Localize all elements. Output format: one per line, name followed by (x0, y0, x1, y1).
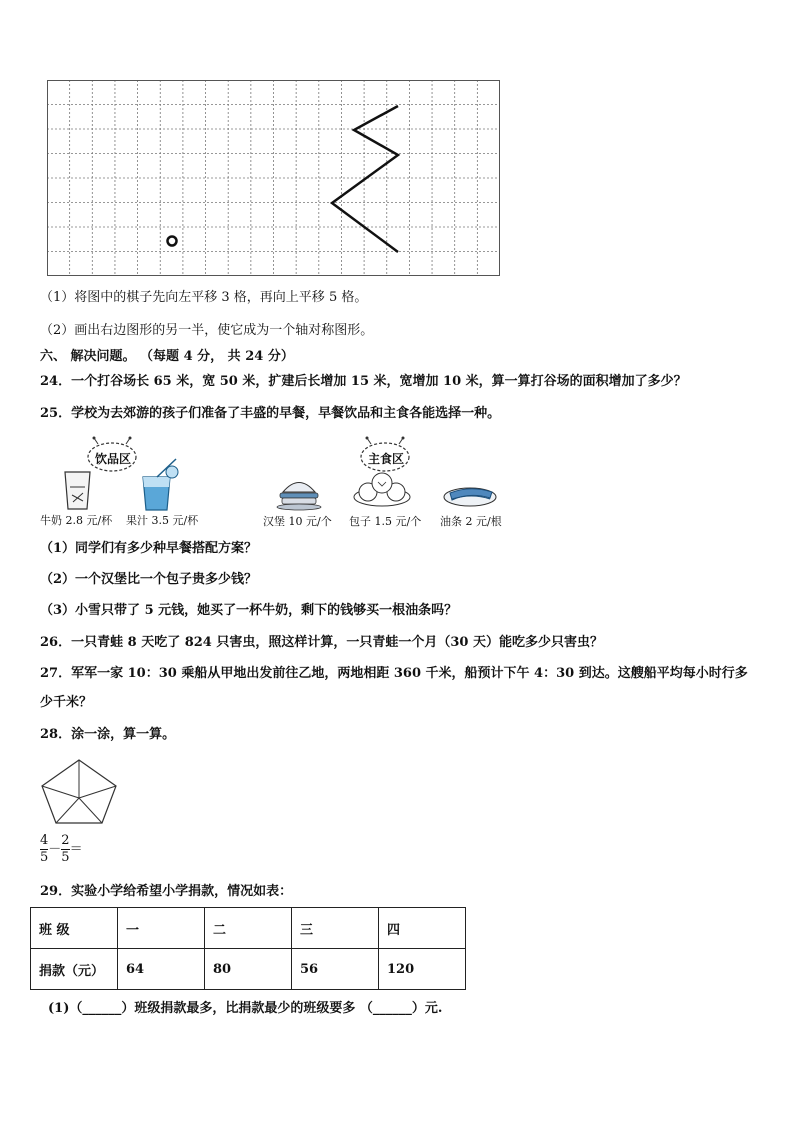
table-header-cell: 班 级 (31, 908, 118, 949)
steamed-bun-icon (354, 473, 410, 506)
zigzag-figure (332, 106, 398, 252)
item-dough-stick-price: 油条 2 元/根 (440, 515, 502, 528)
question-25-sub3: （3）小雪只带了 5 元钱，她买了一杯牛奶，剩下的钱够买一根油条吗？ (40, 603, 458, 618)
numerator: 2 (61, 833, 70, 848)
table-cell: 120 (379, 949, 466, 990)
item-milk-price: 牛奶 2.8 元/杯 (40, 514, 113, 527)
question-27-line2: 少千米？ (40, 695, 93, 710)
item-bun-price: 包子 1.5 元/个 (349, 515, 422, 528)
item-burger-price: 汉堡 10 元/个 (263, 515, 332, 528)
item-juice-price: 果汁 3.5 元/杯 (126, 514, 199, 527)
fraction-expression (40, 833, 83, 866)
section-heading: 六、 解决问题。 （每题 4 分， 共 24 分） (40, 349, 294, 364)
table-header-cell: 三 (292, 908, 379, 949)
chess-piece (168, 237, 177, 246)
denominator: 5 (61, 850, 70, 865)
minus-sign: － (48, 842, 62, 857)
equals-sign: ＝ (69, 842, 83, 857)
table-cell: 捐款（元） (31, 949, 118, 990)
question-26: 26．一只青蛙 8 天吃了 824 只害虫，照这样计算，一只青蛙一个月（30 天）能吃多少只害虫？ (40, 635, 603, 650)
table-cell: 56 (292, 949, 379, 990)
fried-dough-stick-icon (444, 488, 496, 506)
denominator: 5 (40, 850, 49, 865)
table-header-cell: 四 (379, 908, 466, 949)
food-zone-label: 主食区 (368, 452, 405, 466)
pentagon-figure (40, 758, 118, 826)
question-24: 24．一个打谷场长 65 米，宽 50 米，扩建后长增加 15 米，宽增加 10 米，算一算打谷场的面积增加了多少？ (40, 374, 687, 389)
question-29: 29．实验小学给希望小学捐款，情况如表： (40, 884, 293, 899)
coordinate-grid (47, 80, 500, 276)
question-27-line1: 27．军军一家 10：30 乘船从甲地出发前往乙地，两地相距 360 千米，船预计下午 4：30 到达。这艘船平均每小时行多 (40, 666, 748, 681)
question-29-sub1: (1)（______）班级捐款最多，比捐款最少的班级要多 （______）元. (48, 1001, 443, 1016)
table-row (31, 949, 466, 990)
milk-glass-icon (65, 472, 90, 509)
question-25-sub2: （2）一个汉堡比一个包子贵多少钱？ (40, 572, 258, 587)
grid-instruction-2: （2）画出右边图形的另一半，使它成为一个轴对称图形。 (40, 323, 374, 338)
table-header-cell: 二 (205, 908, 292, 949)
table-row (31, 908, 466, 949)
hamburger-icon (277, 483, 321, 511)
grid-instruction-1: （1）将图中的棋子先向左平移 3 格，再向上平移 5 格。 (40, 290, 368, 305)
drink-zone-label: 饮品区 (95, 452, 132, 466)
table-cell: 80 (205, 949, 292, 990)
numerator: 4 (40, 833, 49, 848)
question-25-sub1: （1）同学们有多少种早餐搭配方案？ (40, 541, 258, 556)
juice-glass-icon (143, 459, 178, 510)
table-cell: 64 (118, 949, 205, 990)
question-25: 25．学校为去郊游的孩子们准备了丰盛的早餐，早餐饮品和主食各能选择一种。 (40, 406, 501, 421)
question-28: 28．涂一涂，算一算。 (40, 727, 176, 742)
fraction-2-5 (61, 833, 69, 866)
donation-table (30, 907, 466, 990)
table-header-cell: 一 (118, 908, 205, 949)
